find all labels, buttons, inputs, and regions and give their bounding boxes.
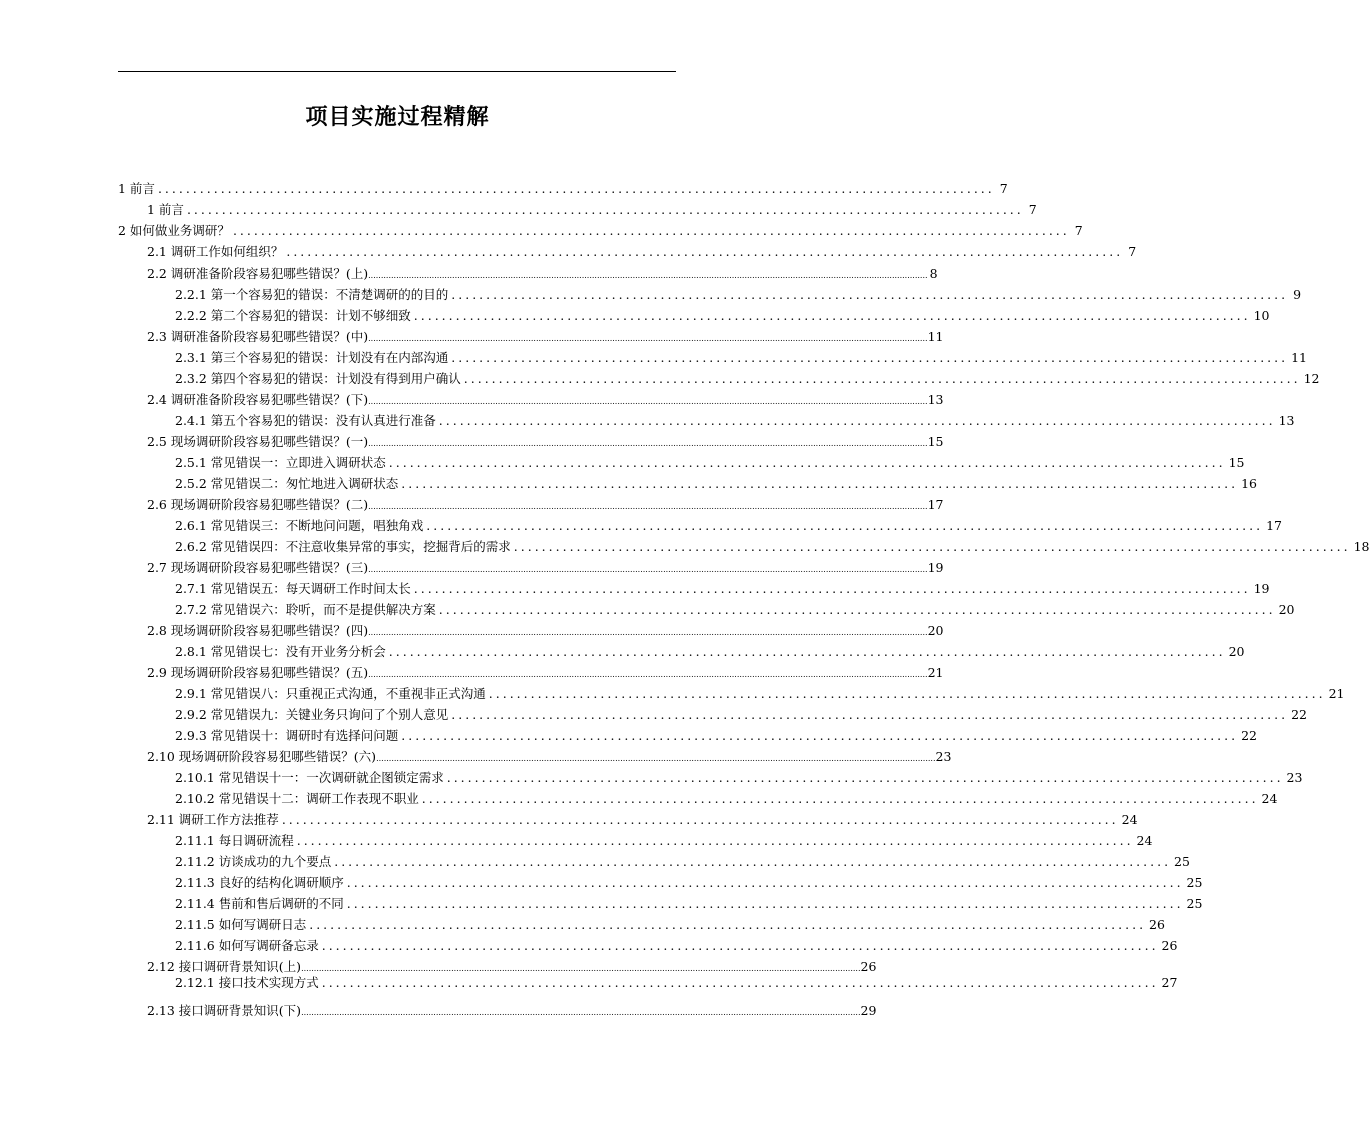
toc-dot-leader: ........................................................................................................................ bbox=[388, 644, 1226, 659]
toc-dot-leader: ........................................................................................................................ bbox=[346, 875, 1184, 890]
toc-entry-page: 9 bbox=[1293, 287, 1302, 302]
toc-entry-label: 2 如何做业务调研？ bbox=[118, 223, 230, 238]
toc-dot-leader: ........................................................................................................................ bbox=[438, 413, 1276, 428]
toc-entry[interactable] bbox=[175, 536, 1370, 557]
toc-entry-label: 2.11.5 如何写调研日志 bbox=[175, 917, 307, 932]
toc-dot-leader: ........................................................................................................................ bbox=[232, 223, 1070, 238]
toc-entry-label: 2.11 调研工作方法推荐 bbox=[147, 812, 279, 827]
toc-entry-label: 2.7.1 常见错误五：每天调研工作时间太长 bbox=[175, 581, 411, 596]
header-rule bbox=[118, 71, 676, 72]
toc-entry[interactable] bbox=[147, 494, 944, 515]
toc-entry-label: 2.4.1 第五个容易犯的错误：没有认真进行准备 bbox=[175, 413, 436, 428]
toc-entry-page: 20 bbox=[927, 623, 944, 638]
toc-entry[interactable] bbox=[147, 389, 944, 410]
toc-entry-label: 2.2.1 第一个容易犯的错误：不清楚调研的的目的 bbox=[175, 287, 449, 302]
toc-entry[interactable] bbox=[147, 746, 952, 767]
toc-entry-page: 7 bbox=[1128, 244, 1137, 259]
toc-entry[interactable] bbox=[175, 704, 1307, 725]
toc-dot-leader: ........................................................................................................................ bbox=[463, 371, 1301, 386]
toc-entry[interactable] bbox=[147, 241, 1137, 262]
toc-dot-leader: ........................................................................................................................ bbox=[281, 812, 1119, 827]
toc-entry[interactable] bbox=[175, 893, 1203, 914]
toc-entry-page: 25 bbox=[1186, 875, 1203, 890]
toc-entry[interactable] bbox=[175, 368, 1320, 389]
toc-entry-label: 2.3.2 第四个容易犯的错误：计划没有得到用户确认 bbox=[175, 371, 461, 386]
toc-entry[interactable] bbox=[175, 935, 1178, 956]
toc-entry-page: 20 bbox=[1228, 644, 1245, 659]
toc-dot-leader: ............................................................................................................................................................................................................................ bbox=[368, 397, 928, 406]
toc-entry-page: 24 bbox=[1121, 812, 1138, 827]
toc-entry[interactable] bbox=[147, 620, 944, 641]
toc-entry-label: 2.4 调研准备阶段容易犯哪些错误？(下) bbox=[147, 392, 369, 407]
toc-entry-label: 2.10.1 常见错误十一：一次调研就企图锁定需求 bbox=[175, 770, 444, 785]
toc-dot-leader: ............................................................................................................................................................................................................................ bbox=[368, 334, 928, 343]
toc-dot-leader: ........................................................................................................................ bbox=[451, 287, 1289, 302]
toc-entry[interactable] bbox=[147, 557, 944, 578]
toc-entry-page: 12 bbox=[1303, 371, 1320, 386]
toc-entry[interactable] bbox=[175, 473, 1257, 494]
toc-entry-label: 2.5.2 常见错误二：匆忙地进入调研状态 bbox=[175, 476, 399, 491]
toc-entry-label: 2.2.2 第二个容易犯的错误：计划不够细致 bbox=[175, 308, 411, 323]
toc-entry-label: 2.10.2 常见错误十二：调研工作表现不职业 bbox=[175, 791, 419, 806]
toc-entry-page: 7 bbox=[1074, 223, 1083, 238]
toc-entry[interactable] bbox=[175, 683, 1345, 704]
toc-dot-leader: ........................................................................................................................ bbox=[513, 539, 1351, 554]
toc-entry-page: 15 bbox=[927, 434, 944, 449]
toc-entry-label: 2.13 接口调研背景知识(下) bbox=[147, 1003, 302, 1018]
toc-entry[interactable] bbox=[175, 347, 1307, 368]
toc-entry-page: 10 bbox=[1253, 308, 1270, 323]
toc-entry[interactable] bbox=[147, 431, 944, 452]
toc-entry-label: 2.11.1 每日调研流程 bbox=[175, 833, 294, 848]
toc-dot-leader: ........................................................................................................................ bbox=[451, 707, 1289, 722]
toc-entry[interactable] bbox=[175, 641, 1245, 662]
toc-dot-leader: ........................................................................................................................ bbox=[296, 833, 1134, 848]
toc-dot-leader: ............................................................................................................................................................................................................................ bbox=[368, 670, 928, 679]
toc-entry-page: 16 bbox=[1241, 476, 1257, 491]
toc-entry-label: 2.11.6 如何写调研备忘录 bbox=[175, 938, 319, 953]
toc-dot-leader: ........................................................................................................................ bbox=[413, 581, 1251, 596]
toc-entry[interactable] bbox=[175, 452, 1245, 473]
toc-entry-label: 2.3.1 第三个容易犯的错误：计划没有在内部沟通 bbox=[175, 350, 449, 365]
toc-entry[interactable] bbox=[175, 851, 1190, 872]
toc-entry[interactable] bbox=[175, 599, 1295, 620]
toc-entry-page: 15 bbox=[1228, 455, 1245, 470]
toc-entry-label: 1 前言 bbox=[147, 202, 184, 217]
toc-entry[interactable] bbox=[175, 284, 1302, 305]
toc-entry-page: 22 bbox=[1291, 707, 1307, 722]
toc-entry[interactable] bbox=[147, 809, 1138, 830]
toc-entry-label: 2.9 现场调研阶段容易犯哪些错误？(五) bbox=[147, 665, 369, 680]
toc-entry-page: 24 bbox=[1261, 791, 1278, 806]
toc-entry[interactable] bbox=[175, 788, 1278, 809]
toc-entry-page: 19 bbox=[927, 560, 944, 575]
toc-dot-leader: ........................................................................................................................ bbox=[451, 350, 1289, 365]
toc-entry-label: 2.6.1 常见错误三：不断地问问题，唱独角戏 bbox=[175, 518, 424, 533]
toc-dot-leader: ............................................................................................................................................................................................................................ bbox=[368, 502, 928, 511]
toc-entry-label: 2.6.2 常见错误四：不注意收集异常的事实，挖掘背后的需求 bbox=[175, 539, 511, 554]
toc-entry-page: 27 bbox=[1161, 975, 1178, 990]
toc-entry-page: 18 bbox=[1353, 539, 1370, 554]
toc-dot-leader: ........................................................................................................................ bbox=[321, 975, 1159, 990]
toc-entry-page: 23 bbox=[935, 749, 952, 764]
toc-dot-leader: ............................................................................................................................................................................................................................ bbox=[368, 628, 928, 637]
toc-entry-label: 2.11.3 良好的结构化调研顺序 bbox=[175, 875, 344, 890]
toc-dot-leader: ........................................................................................................................ bbox=[286, 244, 1124, 259]
toc-entry-label: 2.9.3 常见错误十：调研时有选择问问题 bbox=[175, 728, 399, 743]
toc-dot-leader: ............................................................................................................................................................................................................................ bbox=[368, 565, 928, 574]
toc-entry[interactable] bbox=[175, 872, 1203, 893]
toc-entry-page: 21 bbox=[927, 665, 944, 680]
toc-entry-label: 2.12.1 接口技术实现方式 bbox=[175, 975, 319, 990]
toc-dot-leader: ........................................................................................................................ bbox=[334, 854, 1172, 869]
toc-dot-leader: ........................................................................................................................ bbox=[401, 728, 1239, 743]
toc-entry-page: 26 bbox=[1149, 917, 1165, 932]
toc-entry[interactable] bbox=[147, 326, 944, 347]
toc-dot-leader: ........................................................................................................................ bbox=[413, 308, 1251, 323]
toc-dot-leader: ........................................................................................................................ bbox=[157, 181, 995, 196]
toc-dot-leader: ............................................................................................................................................................................................................................ bbox=[301, 1008, 861, 1017]
toc-entry-page: 13 bbox=[927, 392, 944, 407]
toc-entry-page: 21 bbox=[1328, 686, 1345, 701]
toc-dot-leader: ........................................................................................................................ bbox=[421, 791, 1259, 806]
toc-entry[interactable] bbox=[147, 199, 1037, 220]
toc-dot-leader: ........................................................................................................................ bbox=[388, 455, 1226, 470]
toc-entry[interactable] bbox=[175, 830, 1153, 851]
toc-entry-label: 2.9.2 常见错误九：关键业务只询问了个别人意见 bbox=[175, 707, 449, 722]
document-title: 项目实施过程精解 bbox=[305, 105, 490, 130]
toc-entry-page: 19 bbox=[1253, 581, 1270, 596]
toc-dot-leader: ........................................................................................................................ bbox=[438, 602, 1276, 617]
toc-dot-leader: ........................................................................................................................ bbox=[401, 476, 1239, 491]
toc-entry-label: 2.9.1 常见错误八：只重视正式沟通，不重视非正式沟通 bbox=[175, 686, 486, 701]
toc-dot-leader: ........................................................................................................................ bbox=[309, 917, 1147, 932]
toc-entry-page: 25 bbox=[1174, 854, 1190, 869]
toc-dot-leader: ............................................................................................................................................................................................................................ bbox=[376, 754, 936, 763]
toc-entry[interactable] bbox=[175, 410, 1295, 431]
toc-entry-label: 2.11.4 售前和售后调研的不同 bbox=[175, 896, 344, 911]
toc-entry[interactable] bbox=[118, 178, 1008, 199]
toc-entry-page: 17 bbox=[1266, 518, 1282, 533]
toc-dot-leader: ........................................................................................................................ bbox=[186, 202, 1024, 217]
toc-entry-label: 2.6 现场调研阶段容易犯哪些错误？(二) bbox=[147, 497, 369, 512]
toc-entry[interactable] bbox=[175, 975, 1178, 990]
toc-entry[interactable] bbox=[175, 725, 1257, 746]
toc-entry-page: 7 bbox=[1028, 202, 1037, 217]
toc-entry-page: 11 bbox=[1291, 350, 1307, 365]
toc-entry[interactable] bbox=[147, 263, 938, 284]
toc-entry-page: 29 bbox=[860, 1003, 877, 1018]
toc-entry-label: 2.8.1 常见错误七：没有开业务分析会 bbox=[175, 644, 386, 659]
toc-dot-leader: ........................................................................................................................ bbox=[446, 770, 1284, 785]
toc-entry[interactable] bbox=[175, 305, 1270, 326]
toc-entry-label: 2.12 接口调研背景知识(上) bbox=[147, 959, 302, 974]
toc-entry-page: 11 bbox=[927, 329, 944, 344]
toc-entry-label: 2.5.1 常见错误一：立即进入调研状态 bbox=[175, 455, 386, 470]
toc-entry-page: 20 bbox=[1278, 602, 1295, 617]
toc-dot-leader: ............................................................................................................................................................................................................................ bbox=[301, 964, 861, 973]
toc-entry-label: 2.2 调研准备阶段容易犯哪些错误？(上) bbox=[147, 266, 369, 281]
toc-entry-page: 7 bbox=[999, 181, 1008, 196]
toc-entry-label: 1 前言 bbox=[118, 181, 155, 196]
toc-entry-label: 2.11.2 访谈成功的九个要点 bbox=[175, 854, 332, 869]
toc-entry[interactable] bbox=[175, 914, 1165, 935]
toc-entry-label: 2.10 现场调研阶段容易犯哪些错误？(六) bbox=[147, 749, 377, 764]
toc-entry-label: 2.1 调研工作如何组织？ bbox=[147, 244, 284, 259]
toc-entry-page: 26 bbox=[1161, 938, 1178, 953]
toc-entry-label: 2.8 现场调研阶段容易犯哪些错误？(四) bbox=[147, 623, 369, 638]
toc-dot-leader: ........................................................................................................................ bbox=[321, 938, 1159, 953]
toc-entry-label: 2.7 现场调研阶段容易犯哪些错误？(三) bbox=[147, 560, 369, 575]
toc-entry-page: 17 bbox=[927, 497, 944, 512]
toc-entry[interactable] bbox=[175, 578, 1270, 599]
toc-entry-page: 13 bbox=[1278, 413, 1295, 428]
toc-entry[interactable] bbox=[175, 515, 1282, 536]
toc-dot-leader: ............................................................................................................................................................................................................................ bbox=[368, 271, 928, 280]
toc-entry-page: 25 bbox=[1186, 896, 1203, 911]
toc-entry-page: 26 bbox=[860, 959, 877, 974]
toc-entry-page: 24 bbox=[1136, 833, 1153, 848]
toc-entry-page: 8 bbox=[929, 266, 938, 281]
toc-entry-page: 22 bbox=[1241, 728, 1257, 743]
toc-entry[interactable] bbox=[147, 662, 944, 683]
toc-dot-leader: ........................................................................................................................ bbox=[346, 896, 1184, 911]
toc-dot-leader: ........................................................................................................................ bbox=[426, 518, 1264, 533]
toc-entry-page: 23 bbox=[1286, 770, 1303, 785]
toc-entry[interactable] bbox=[147, 1000, 877, 1021]
toc-dot-leader: ........................................................................................................................ bbox=[488, 686, 1326, 701]
toc-entry-label: 2.5 现场调研阶段容易犯哪些错误？(一) bbox=[147, 434, 369, 449]
toc-entry-label: 2.7.2 常见错误六：聆听，而不是提供解决方案 bbox=[175, 602, 436, 617]
toc-dot-leader: ............................................................................................................................................................................................................................ bbox=[368, 439, 928, 448]
toc-entry[interactable] bbox=[118, 220, 1083, 241]
toc-entry[interactable] bbox=[175, 767, 1303, 788]
toc-entry-label: 2.3 调研准备阶段容易犯哪些错误？(中) bbox=[147, 329, 369, 344]
